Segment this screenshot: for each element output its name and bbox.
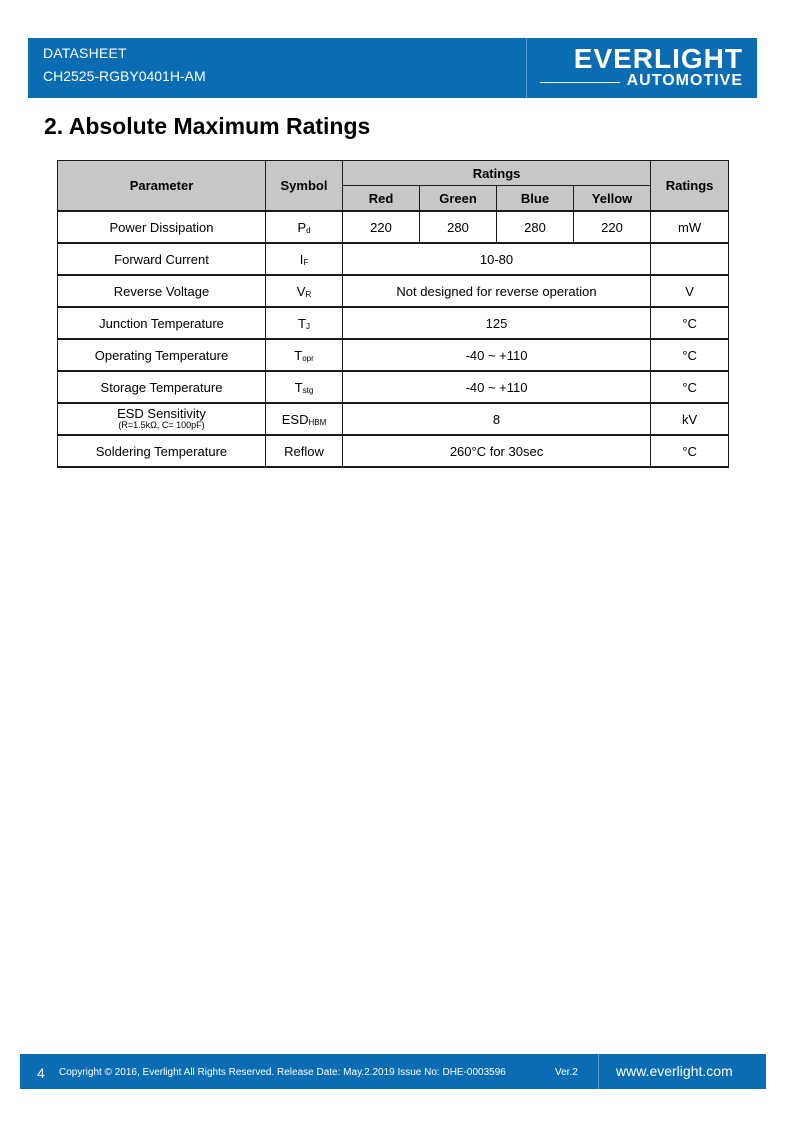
symbol-main: V <box>296 283 306 299</box>
cell-value: 260°C for 30sec <box>343 435 651 467</box>
symbol-subscript: opr <box>302 353 314 363</box>
symbol-main: T <box>294 347 303 363</box>
cell-value: -40 ~ +110 <box>343 371 651 403</box>
table-row <box>58 211 729 243</box>
cell-value: Not designed for reverse operation <box>343 275 651 307</box>
doc-type-label: DATASHEET <box>43 45 127 61</box>
header-unit: Ratings <box>651 161 729 212</box>
header-green: Green <box>420 186 497 212</box>
version-label: Ver.2 <box>555 1067 578 1078</box>
symbol-main: I <box>299 251 304 267</box>
cell-red: 220 <box>343 211 420 243</box>
cell-symbol <box>266 435 343 467</box>
symbol-subscript: HBM <box>308 417 327 427</box>
header-blue: Blue <box>497 186 574 212</box>
cell-symbol <box>266 307 343 339</box>
parameter-condition: (R=1.5kΩ, C= 100pF) <box>118 420 205 430</box>
page-header <box>28 38 757 98</box>
cell-unit: °C <box>651 371 729 403</box>
cell-yellow: 220 <box>574 211 651 243</box>
copyright-text: Copyright © 2016, Everlight All Rights Reserved. Release Date: May.2.2019 Issue No: DHE-0003596 <box>59 1067 506 1078</box>
everlight-automotive-logo <box>538 42 748 94</box>
section-title: 2. Absolute Maximum Ratings <box>44 113 371 139</box>
cell-parameter: Operating Temperature <box>58 339 266 371</box>
cell-symbol <box>266 275 343 307</box>
header-parameter: Parameter <box>58 161 266 212</box>
symbol-main: Reflow <box>284 443 324 459</box>
cell-symbol <box>266 243 343 275</box>
cell-value: 125 <box>343 307 651 339</box>
table-row <box>58 339 729 371</box>
cell-symbol <box>266 339 343 371</box>
table-row <box>58 307 729 339</box>
cell-parameter: Reverse Voltage <box>58 275 266 307</box>
part-number: CH2525-RGBY0401H-AM <box>43 68 206 84</box>
cell-symbol <box>266 211 343 243</box>
symbol-main: T <box>294 379 303 395</box>
header-symbol: Symbol <box>266 161 343 212</box>
cell-parameter: Power Dissipation <box>58 211 266 243</box>
cell-unit: °C <box>651 307 729 339</box>
cell-value: -40 ~ +110 <box>343 339 651 371</box>
symbol-subscript: J <box>305 321 310 331</box>
footer-divider <box>598 1054 599 1089</box>
symbol-subscript: stg <box>302 385 314 395</box>
header-divider <box>526 38 527 98</box>
cell-blue: 280 <box>497 211 574 243</box>
header-yellow: Yellow <box>574 186 651 212</box>
cell-unit: kV <box>651 403 729 435</box>
cell-parameter: Junction Temperature <box>58 307 266 339</box>
table-row <box>58 275 729 307</box>
symbol-subscript: R <box>305 289 312 299</box>
absolute-max-ratings-table <box>57 160 729 468</box>
page-number: 4 <box>37 1065 45 1081</box>
logo-sub: AUTOMOTIVE <box>626 72 743 89</box>
page-footer <box>20 1054 766 1089</box>
cell-value: 8 <box>343 403 651 435</box>
cell-unit <box>651 243 729 275</box>
table-row <box>58 403 729 435</box>
header-ratings-group: Ratings <box>343 161 651 186</box>
cell-unit: °C <box>651 339 729 371</box>
website-link[interactable]: www.everlight.com <box>616 1063 733 1079</box>
cell-unit: °C <box>651 435 729 467</box>
table-row <box>58 435 729 467</box>
cell-parameter: Storage Temperature <box>58 371 266 403</box>
symbol-main: T <box>298 315 306 331</box>
cell-parameter: Forward Current <box>58 243 266 275</box>
cell-parameter <box>58 403 266 435</box>
symbol-main: ESD <box>281 411 309 427</box>
symbol-main: P <box>297 219 307 235</box>
table-row <box>58 243 729 275</box>
cell-value: 10-80 <box>343 243 651 275</box>
cell-unit: mW <box>651 211 729 243</box>
symbol-subscript: d <box>306 225 311 235</box>
cell-green: 280 <box>420 211 497 243</box>
table-row <box>58 371 729 403</box>
symbol-subscript: F <box>303 257 309 267</box>
logo-brand: EVERLIGHT <box>573 43 743 74</box>
parameter-name: ESD Sensitivity <box>117 406 206 421</box>
cell-symbol <box>266 403 343 435</box>
cell-symbol <box>266 371 343 403</box>
cell-unit: V <box>651 275 729 307</box>
cell-parameter: Soldering Temperature <box>58 435 266 467</box>
header-red: Red <box>343 186 420 212</box>
logo-rule <box>540 82 620 83</box>
